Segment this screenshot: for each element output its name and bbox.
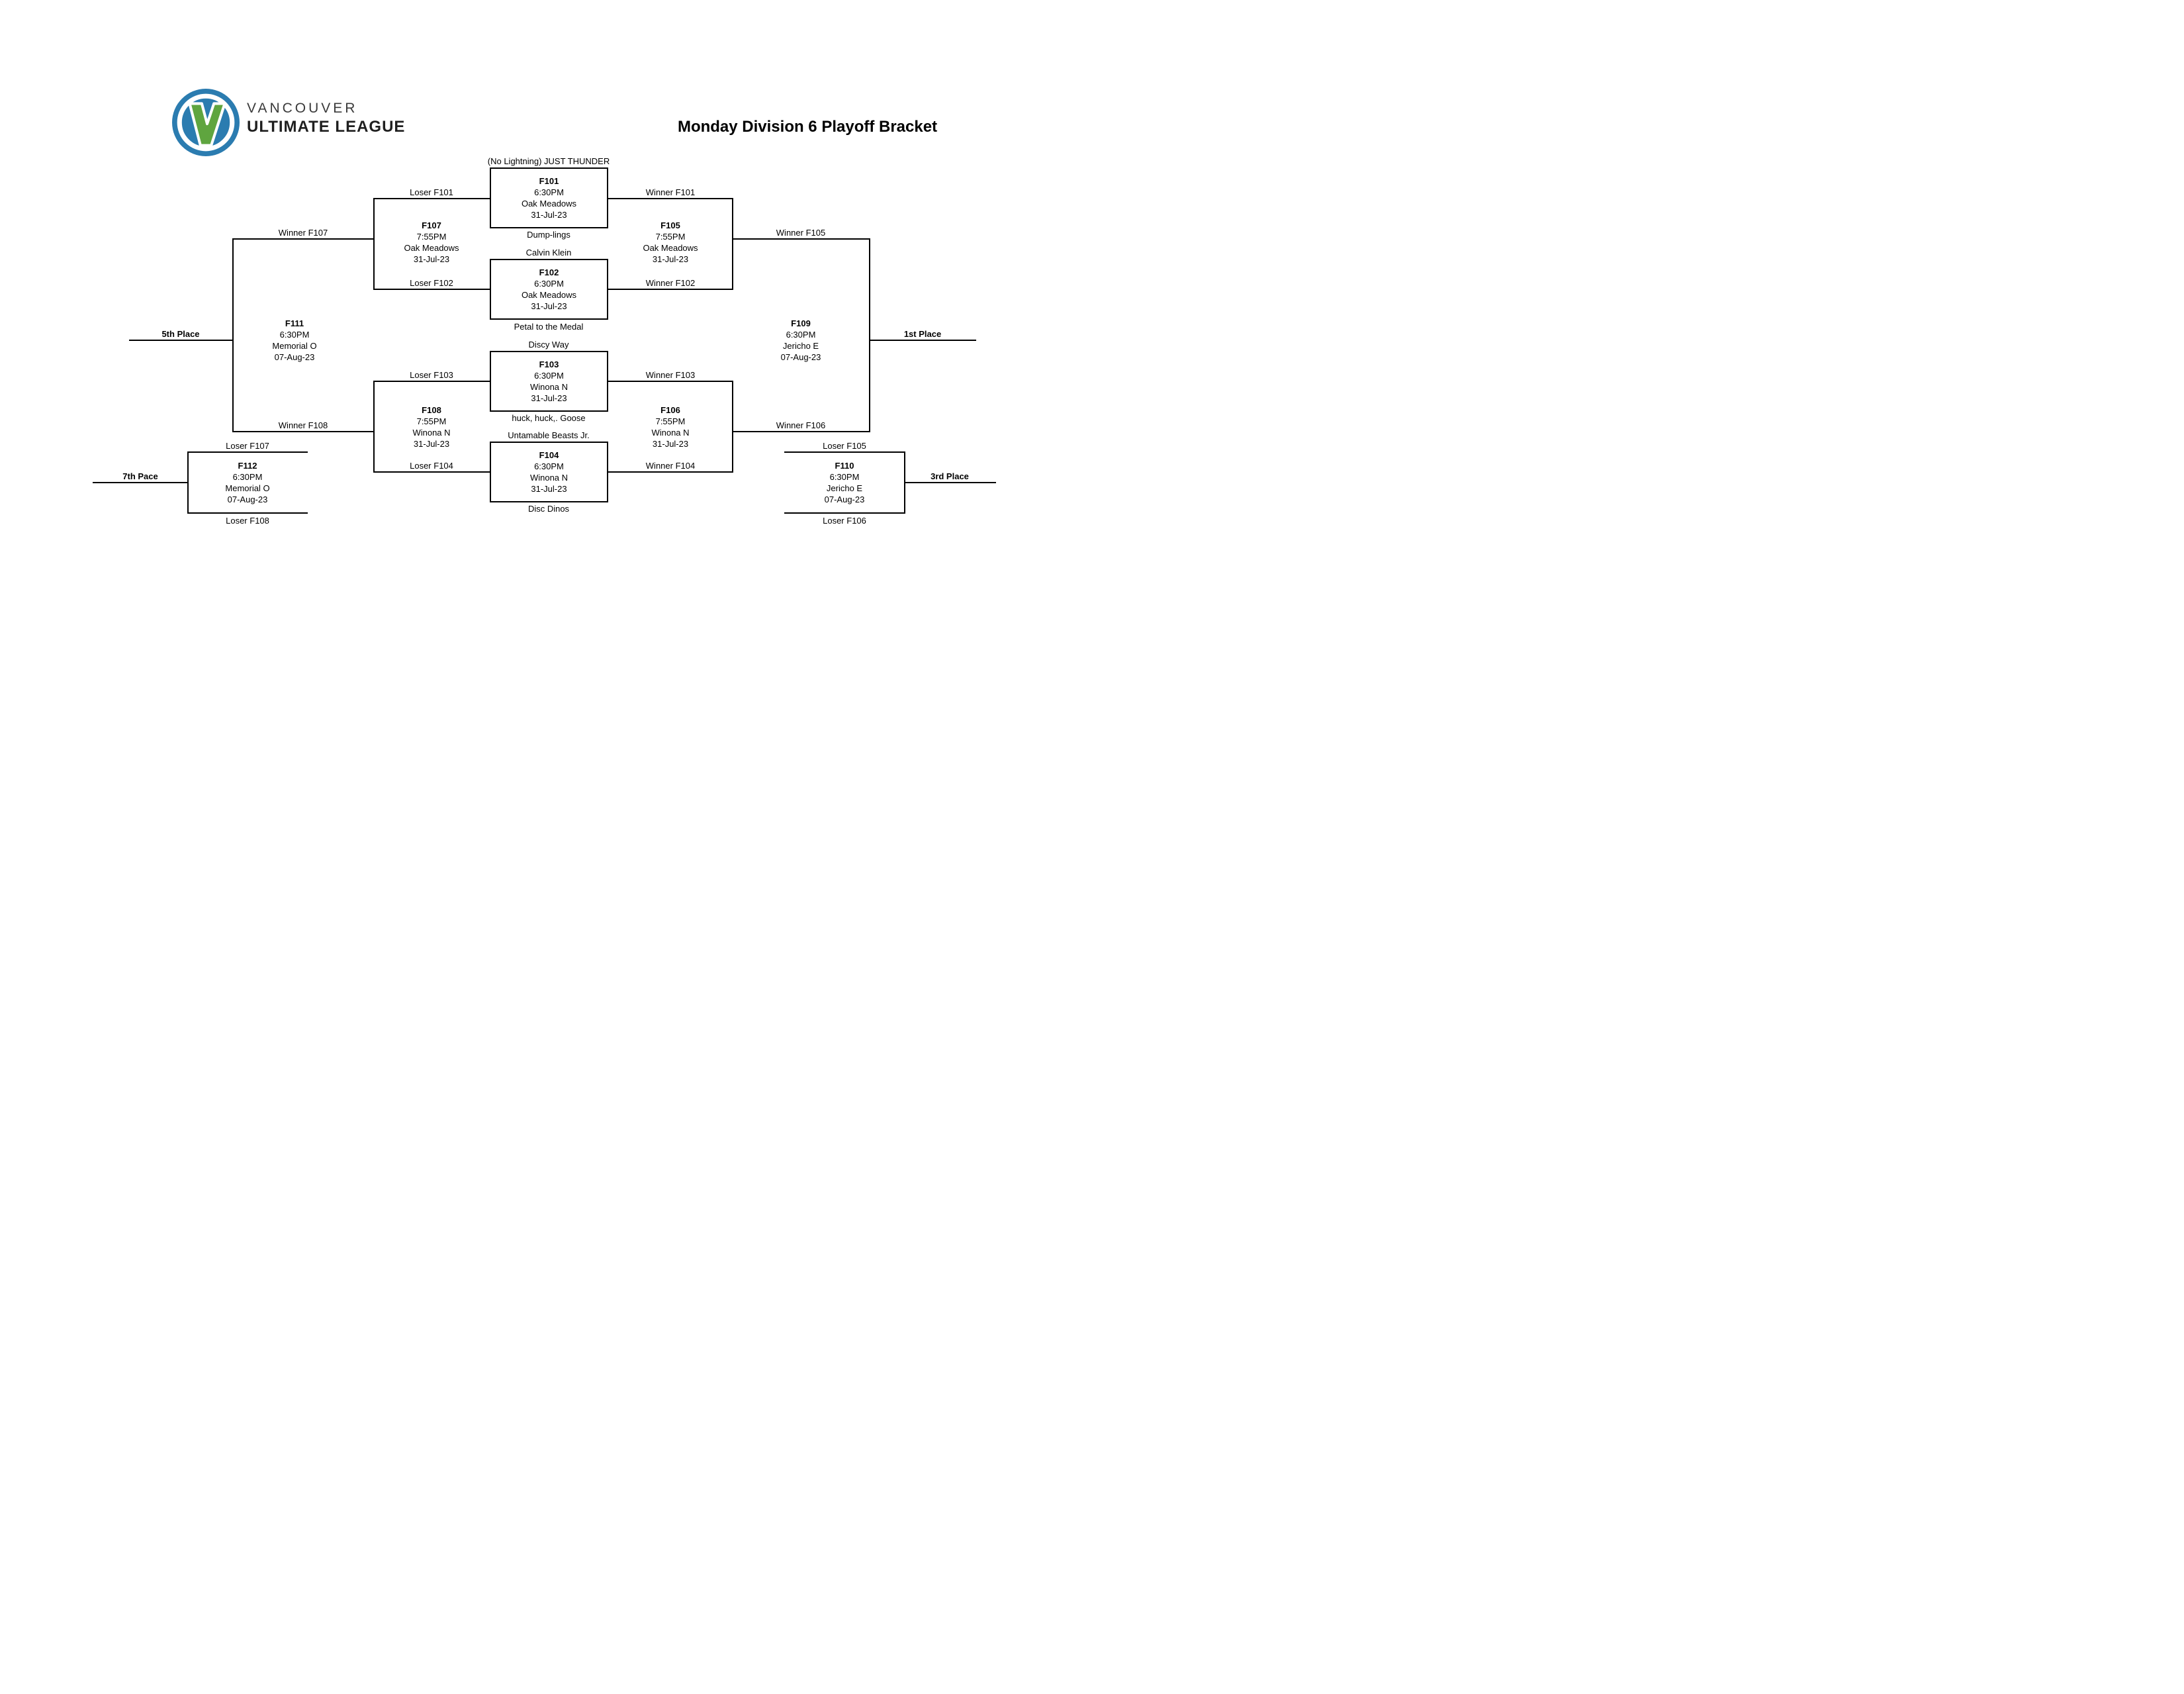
- game-date: 31-Jul-23: [652, 254, 689, 264]
- line-3rd-place: [904, 482, 996, 483]
- line-f107-bracket: [373, 198, 375, 290]
- game-time: 6:30PM: [786, 330, 816, 340]
- team-label-top-f103: Discy Way: [528, 340, 569, 350]
- game-time: 6:30PM: [534, 461, 564, 471]
- game-venue: Winona N: [529, 473, 569, 483]
- team-label-bottom-f101: Dump-lings: [527, 230, 570, 240]
- game-date: 31-Jul-23: [531, 301, 567, 311]
- game-f108: [412, 404, 450, 449]
- game-date: 31-Jul-23: [413, 254, 450, 264]
- game-id: F112: [238, 461, 257, 471]
- placement-label-7th: 7th Pace: [122, 471, 158, 481]
- connector-label-winner-f107: Winner F107: [278, 228, 328, 238]
- game-f109: [781, 318, 821, 363]
- bracket-page: [0, 0, 1092, 847]
- connector-label-loser-f108: Loser F108: [226, 516, 269, 526]
- game-id: F106: [660, 405, 680, 415]
- game-id: F109: [791, 318, 811, 328]
- game-box-f104: [490, 442, 608, 502]
- placement-label-3rd: 3rd Place: [931, 471, 969, 481]
- line-winner-f104: [608, 471, 732, 473]
- game-date: 31-Jul-23: [531, 210, 567, 220]
- line-f111-bracket: [232, 238, 234, 432]
- game-id: F111: [285, 318, 304, 328]
- game-id: F105: [660, 220, 680, 230]
- logo-org-name: VANCOUVER: [247, 101, 358, 116]
- game-date: 31-Jul-23: [531, 393, 567, 403]
- connector-label-loser-f107: Loser F107: [226, 441, 269, 451]
- game-time: 6:30PM: [232, 472, 263, 482]
- line-winner-f101: [608, 198, 732, 199]
- game-f110: [825, 460, 865, 505]
- placement-label-1st: 1st Place: [903, 329, 942, 339]
- game-date: 31-Jul-23: [531, 484, 567, 494]
- placement-label-5th: 5th Place: [161, 329, 200, 339]
- connector-label-loser-f105: Loser F105: [823, 441, 866, 451]
- game-id: F110: [835, 461, 854, 471]
- game-time: 6:30PM: [534, 279, 564, 289]
- line-winner-f103: [608, 381, 732, 382]
- game-date: 07-Aug-23: [824, 494, 865, 504]
- line-winner-f102: [608, 289, 732, 290]
- connector-label-loser-f103: Loser F103: [410, 370, 453, 380]
- game-id: F108: [422, 405, 441, 415]
- game-venue: Winona N: [529, 382, 569, 392]
- game-f111: [272, 318, 316, 363]
- line-loser-f108: [187, 512, 308, 514]
- game-time: 6:30PM: [534, 187, 564, 197]
- game-time: 6:30PM: [534, 371, 564, 381]
- page-title: Monday Division 6 Playoff Bracket: [677, 118, 938, 136]
- line-winner-f106: [732, 431, 869, 432]
- game-id: F101: [539, 176, 559, 186]
- line-f105-bracket: [732, 198, 733, 290]
- game-venue: Memorial O: [225, 483, 270, 493]
- line-loser-f103: [373, 381, 490, 382]
- line-7th-place: [93, 482, 188, 483]
- connector-label-winner-f108: Winner F108: [278, 420, 328, 430]
- game-date: 31-Jul-23: [652, 439, 689, 449]
- game-id: F102: [539, 267, 559, 277]
- connector-label-loser-f106: Loser F106: [823, 516, 866, 526]
- game-box-f101: [490, 167, 608, 228]
- team-label-top-f102: Calvin Klein: [525, 248, 572, 258]
- connector-label-loser-f101: Loser F101: [410, 187, 453, 197]
- connector-label-loser-f104: Loser F104: [410, 461, 453, 471]
- line-loser-f101: [373, 198, 490, 199]
- game-venue: Oak Meadows: [521, 290, 577, 300]
- game-time: 7:55PM: [655, 416, 686, 426]
- line-f106-bracket: [732, 381, 733, 473]
- game-venue: Oak Meadows: [521, 199, 577, 209]
- game-id: F104: [539, 450, 559, 460]
- game-venue: Memorial O: [272, 341, 317, 351]
- game-venue: Winona N: [412, 428, 451, 438]
- line-f109-bracket: [869, 238, 870, 432]
- line-winner-f105: [732, 238, 869, 240]
- line-winner-f107: [232, 238, 373, 240]
- connector-label-winner-f101: Winner F101: [645, 187, 696, 197]
- game-date: 07-Aug-23: [780, 352, 821, 362]
- vul-logo-icon: [172, 89, 240, 156]
- game-date: 31-Jul-23: [413, 439, 450, 449]
- game-venue: Oak Meadows: [404, 243, 459, 253]
- game-time: 7:55PM: [655, 232, 686, 242]
- line-loser-f102: [373, 289, 490, 290]
- game-time: 7:55PM: [416, 232, 447, 242]
- line-loser-f104: [373, 471, 490, 473]
- game-time: 7:55PM: [416, 416, 447, 426]
- game-f106: [651, 404, 689, 449]
- line-loser-f106: [784, 512, 905, 514]
- game-id: F107: [422, 220, 441, 230]
- game-id: F103: [539, 359, 559, 369]
- team-label-top-f101: (No Lightning) JUST THUNDER: [487, 156, 610, 166]
- game-time: 6:30PM: [829, 472, 860, 482]
- line-loser-f105: [784, 451, 905, 453]
- game-f105: [643, 220, 698, 265]
- team-label-bottom-f104: Disc Dinos: [527, 504, 570, 514]
- game-box-f103: [490, 351, 608, 412]
- game-box-f102: [490, 259, 608, 320]
- game-date: 07-Aug-23: [227, 494, 268, 504]
- line-loser-f107: [187, 451, 308, 453]
- team-label-top-f104: Untamable Beasts Jr.: [508, 430, 590, 440]
- game-venue: Jericho E: [782, 341, 819, 351]
- line-f108-bracket: [373, 381, 375, 473]
- team-label-bottom-f102: Petal to the Medal: [514, 322, 584, 332]
- game-venue: Winona N: [651, 428, 690, 438]
- connector-label-winner-f106: Winner F106: [776, 420, 826, 430]
- connector-label-loser-f102: Loser F102: [410, 278, 453, 288]
- connector-label-winner-f105: Winner F105: [776, 228, 826, 238]
- connector-label-winner-f104: Winner F104: [645, 461, 696, 471]
- game-f112: [225, 460, 269, 505]
- line-1st-place: [869, 340, 976, 341]
- connector-label-winner-f103: Winner F103: [645, 370, 696, 380]
- line-winner-f108: [232, 431, 373, 432]
- game-f107: [404, 220, 459, 265]
- game-venue: Oak Meadows: [643, 243, 698, 253]
- game-venue: Jericho E: [826, 483, 863, 493]
- line-5th-place: [129, 340, 233, 341]
- game-time: 6:30PM: [279, 330, 310, 340]
- logo-org-name-bold: ULTIMATE LEAGUE: [247, 118, 406, 136]
- connector-label-winner-f102: Winner F102: [645, 278, 696, 288]
- game-date: 07-Aug-23: [274, 352, 315, 362]
- team-label-bottom-f103: huck, huck,. Goose: [512, 413, 586, 423]
